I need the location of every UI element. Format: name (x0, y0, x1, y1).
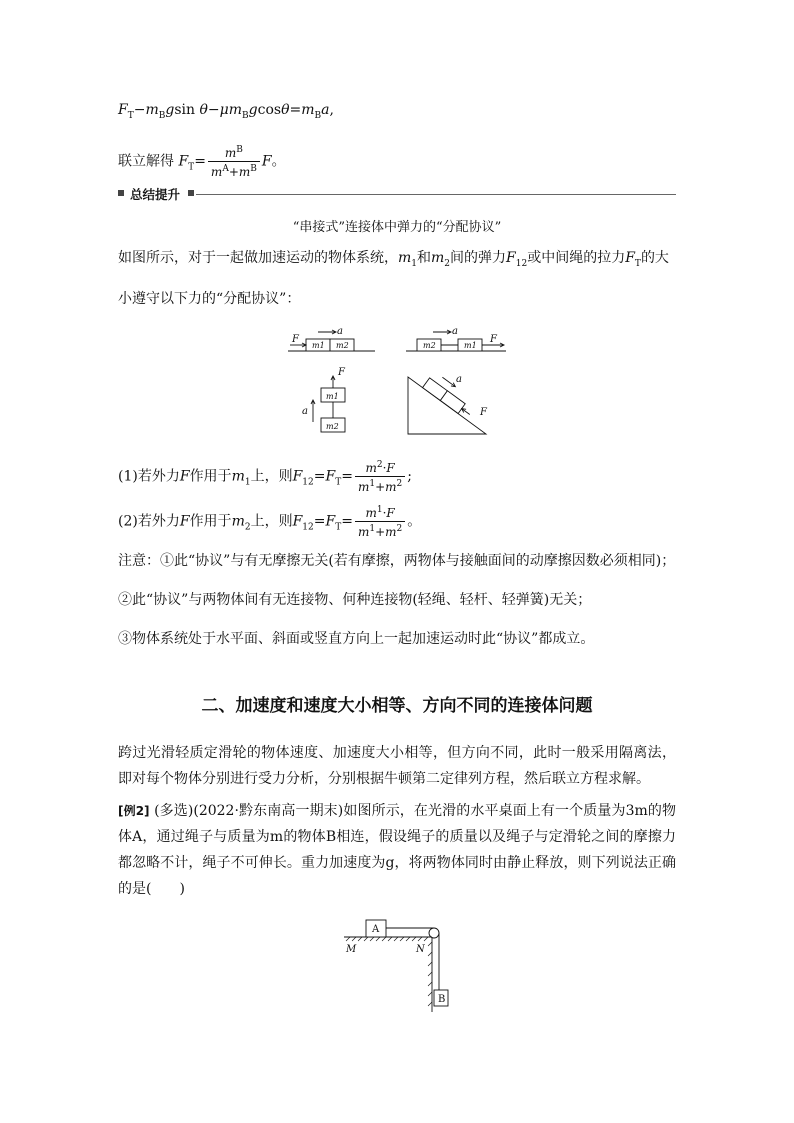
block-b-label: B (438, 994, 446, 1005)
section-heading: 二、加速度和速度大小相等、方向不同的连接体问题 (201, 696, 593, 716)
intro-line-2: 小遵守以下力的“分配协议”： (118, 291, 301, 307)
equation-line-1: $F_T-m_Bgsin$ $\theta-\mu m_Bgcos\theta=m_Ba$, (118, 102, 334, 121)
accel-label: a (302, 406, 308, 417)
accel-label: a (452, 326, 458, 337)
section-subtitle: “串接式”连接体中弹力的“分配协议” (292, 220, 502, 235)
pulley-figure (336, 916, 466, 1016)
block-a-label: A (372, 924, 380, 935)
force-label: F (292, 334, 299, 345)
note-3: ③物体系统处于水平面、斜面或竖直方向上一起加速运动时此“协议”都成立。 (118, 631, 595, 647)
equation-line-2: 联立解得 $F_T=$ $\frac{m^B}{m^A+m^B}$ F。 (118, 145, 286, 179)
case-2-line: (2)若外力F作用于$m_2$上，则$F_{12}=F_T=$ $\frac{m^1\cdot F}{m^1+m^2}$ 。 (118, 505, 422, 539)
intro-line-1: 如图所示，对于一起做加速运动的物体系统，$m_1$和$m_2$间的弹力$F_{12}$或中间绳的拉力$F_T$的大 (118, 250, 669, 269)
example-text: (多选)(2022·黔东南高一期末)如图所示，在光滑的水平桌面上有一个质量为3m的物体A，通过绳子与质量为m的物体B相连，假设绳子的质量以及绳子与定滑轮之间的摩擦力都忽略不计，绳子不可伸长。重力加速度为g，将两物体同时由静止释放，则下列说法正确的是( ) (118, 803, 676, 897)
accel-label: a (456, 374, 462, 385)
paragraph-intro: 跨过光滑轻质定滑轮的物体速度、加速度大小相等，但方向不同，此时一般采用隔离法，即对每个物体分别进行受力分析，分别根据牛顿第二定律列方程，然后联立方程求解。 (118, 745, 676, 787)
point-m-label: M (346, 944, 357, 955)
accel-label: a (337, 326, 343, 337)
force-label: F (480, 407, 487, 418)
mass-label: m2 (423, 341, 436, 350)
mass-label: m1 (464, 341, 477, 350)
mass-label: m2 (336, 341, 349, 350)
example-label: [例2] (118, 804, 150, 818)
summary-label: 总结提升 (130, 187, 181, 202)
note-2: ②此“协议”与两物体间有无连接物、何种连接物(轻绳、轻杆、轻弹簧)无关； (118, 592, 592, 608)
mass-label: m2 (326, 422, 339, 431)
mass-label: m1 (326, 392, 339, 401)
note-1: 注意：①此“协议”与有无摩擦无关(若有摩擦，两物体与接触面间的动摩擦因数必须相同)； (118, 553, 676, 569)
mass-label: m1 (312, 341, 325, 350)
force-label: F (490, 334, 497, 345)
connected-bodies-figure (280, 322, 520, 440)
force-label: F (338, 367, 345, 378)
bullet-square-icon (118, 190, 124, 196)
divider (196, 194, 676, 195)
example-2 (118, 798, 676, 902)
summary-header (118, 186, 676, 202)
point-n-label: N (416, 944, 425, 955)
case-1-line: (1)若外力F作用于$m_1$上，则$F_{12}=F_T=$ $\frac{m^2\cdot F}{m^1+m^2}$ ; (118, 460, 412, 494)
bullet-square-icon (188, 190, 194, 196)
